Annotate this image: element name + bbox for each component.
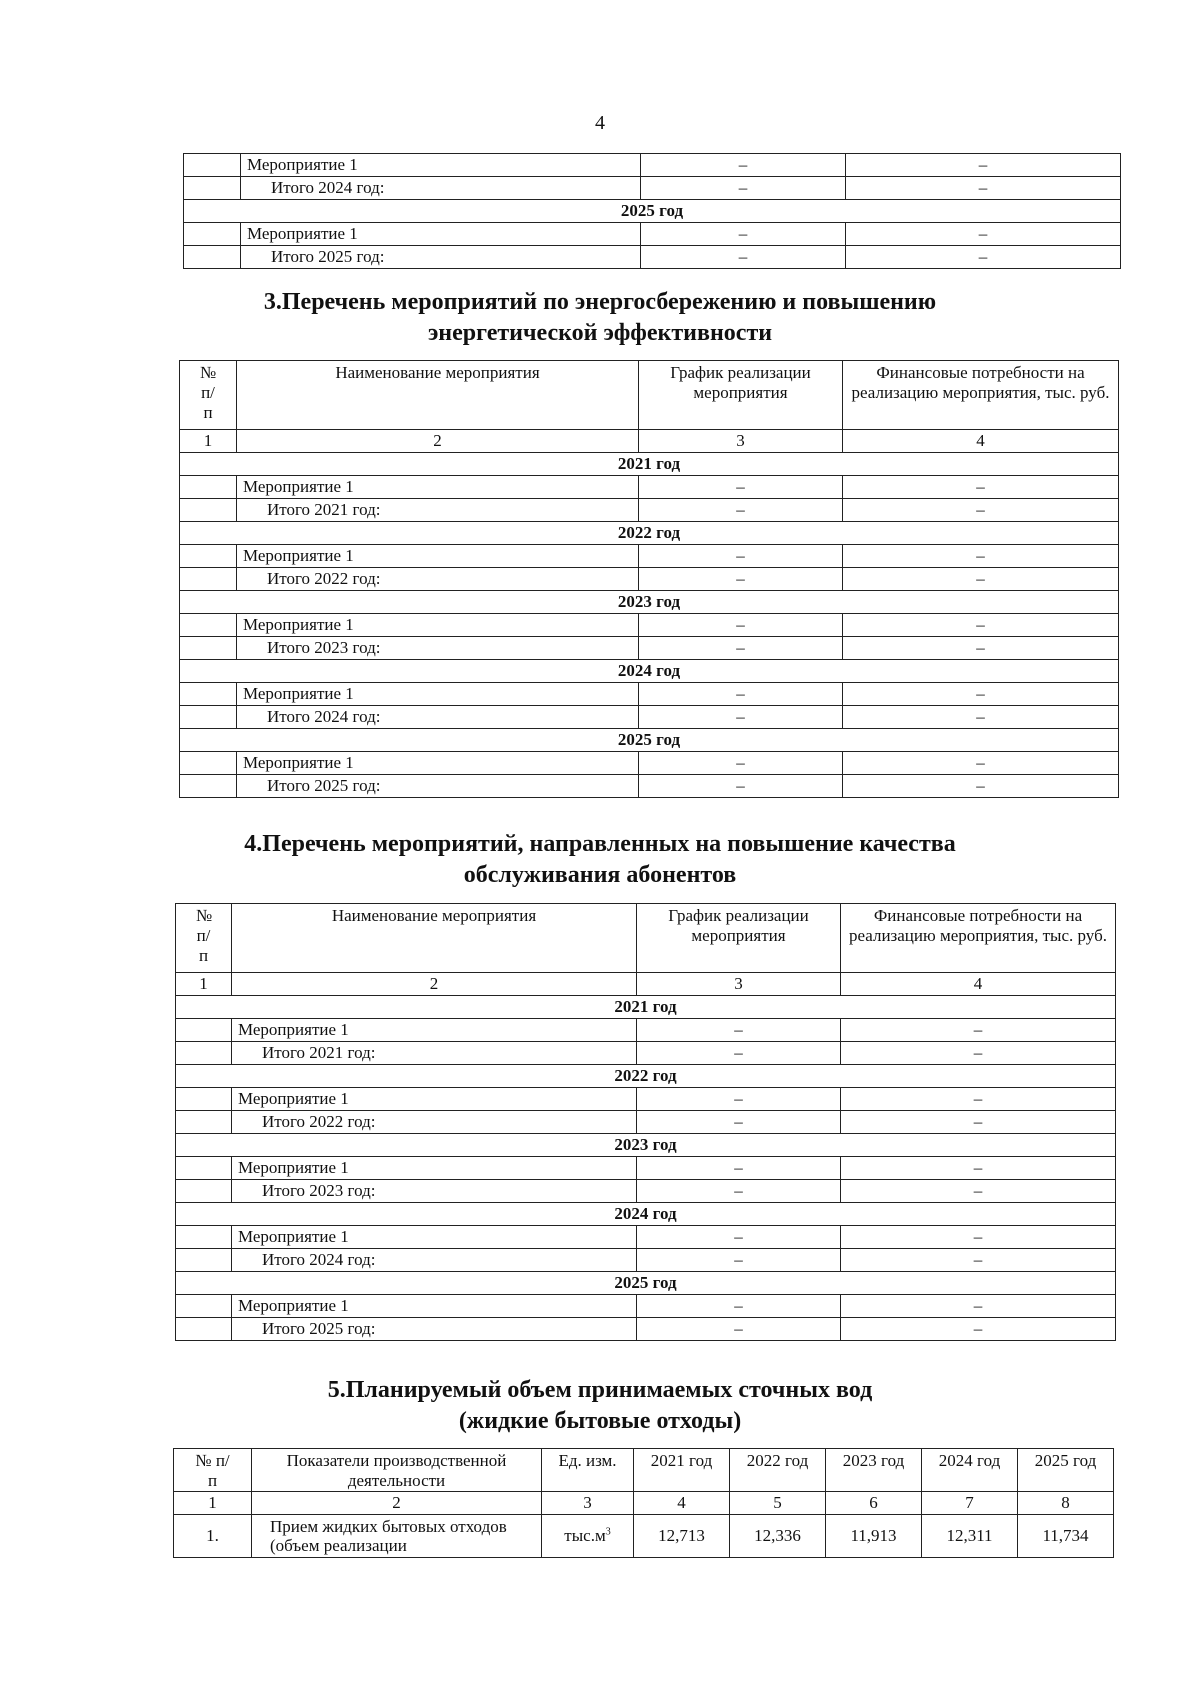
num-cell — [180, 568, 237, 591]
num-cell — [180, 614, 237, 637]
year-label: 2025 год — [184, 200, 1121, 223]
total-label: Итого 2022 год: — [237, 568, 639, 591]
value-2024: 12,311 — [922, 1515, 1018, 1558]
col-number: 1 — [174, 1492, 252, 1515]
value-2025: 11,734 — [1018, 1515, 1114, 1558]
total-label: Итого 2025 год: — [232, 1318, 637, 1341]
col-number: 4 — [843, 430, 1119, 453]
section4-title-line2: обслуживания абонентов — [463, 862, 737, 888]
header-num: № п/п — [174, 1449, 252, 1492]
header-num: № п/п — [176, 904, 232, 973]
num-cell — [176, 1111, 232, 1134]
finance-cell: – — [841, 1180, 1116, 1203]
table-row — [174, 1515, 1114, 1558]
header-indicator: Показатели производственной деятельности — [252, 1449, 542, 1492]
year-row — [176, 1272, 1116, 1295]
num-cell — [176, 1226, 232, 1249]
schedule-cell: – — [639, 499, 843, 522]
header-schedule: График реализации мероприятия — [637, 904, 841, 973]
schedule-cell: – — [641, 177, 846, 200]
finance-cell: – — [841, 1226, 1116, 1249]
section5-title-line2: (жидкие бытовые отходы) — [458, 1408, 742, 1434]
header-row — [176, 904, 1116, 973]
col-number: 1 — [180, 430, 237, 453]
year-label: 2022 год — [180, 522, 1119, 545]
year-label: 2023 год — [176, 1134, 1116, 1157]
section4-year-groups — [176, 996, 1116, 1341]
schedule-cell: – — [637, 1226, 841, 1249]
schedule-cell: – — [639, 775, 843, 798]
num-cell — [180, 499, 237, 522]
event-name: Мероприятие 1 — [237, 752, 639, 775]
table-row — [180, 637, 1119, 660]
finance-cell: – — [843, 706, 1119, 729]
table-row — [184, 223, 1121, 246]
schedule-cell: – — [637, 1111, 841, 1134]
num-cell — [176, 1088, 232, 1111]
table-row — [180, 499, 1119, 522]
num-cell — [176, 1157, 232, 1180]
table-row — [176, 1111, 1116, 1134]
header-finance: Финансовые потребности на реализацию мероприятия, тыс. руб. — [841, 904, 1116, 973]
finance-cell: – — [843, 499, 1119, 522]
year-row — [176, 996, 1116, 1019]
total-label: Итого 2025 год: — [241, 246, 641, 269]
section4-title — [0, 829, 1200, 891]
event-name: Мероприятие 1 — [232, 1088, 637, 1111]
col-number: 6 — [826, 1492, 922, 1515]
event-name: Мероприятие 1 — [241, 223, 641, 246]
finance-cell: – — [843, 614, 1119, 637]
table-row — [176, 1019, 1116, 1042]
table-row — [184, 246, 1121, 269]
row-number: 1. — [174, 1515, 252, 1558]
header-name: Наименование мероприятия — [232, 904, 637, 973]
table-row — [176, 1157, 1116, 1180]
page-number: 4 — [595, 112, 605, 134]
value-2021: 12,713 — [634, 1515, 730, 1558]
num-cell — [184, 246, 241, 269]
header-row — [174, 1449, 1114, 1492]
num-cell — [180, 683, 237, 706]
total-label: Итого 2022 год: — [232, 1111, 637, 1134]
table-row — [180, 752, 1119, 775]
table-row — [176, 1088, 1116, 1111]
year-label: 2025 год — [180, 729, 1119, 752]
schedule-cell: – — [637, 1088, 841, 1111]
finance-cell: – — [843, 545, 1119, 568]
col-number: 7 — [922, 1492, 1018, 1515]
schedule-cell: – — [637, 1295, 841, 1318]
table-row — [180, 476, 1119, 499]
finance-cell: – — [841, 1157, 1116, 1180]
col-number: 3 — [639, 430, 843, 453]
num-cell — [180, 476, 237, 499]
year-label: 2021 год — [180, 453, 1119, 476]
num-cell — [184, 154, 241, 177]
header-name: Наименование мероприятия — [237, 361, 639, 430]
section4-table — [175, 903, 1116, 1341]
year-row — [176, 1065, 1116, 1088]
section3-year-groups — [180, 453, 1119, 798]
continuation-table — [183, 153, 1121, 269]
year-label: 2025 год — [176, 1272, 1116, 1295]
value-2022: 12,336 — [730, 1515, 826, 1558]
finance-cell: – — [841, 1111, 1116, 1134]
header-schedule: График реализации мероприятия — [639, 361, 843, 430]
table-row — [184, 154, 1121, 177]
column-numbers-row — [176, 973, 1116, 996]
year-label: 2022 год — [176, 1065, 1116, 1088]
table-row — [176, 1318, 1116, 1341]
total-label: Итого 2024 год: — [232, 1249, 637, 1272]
event-name: Мероприятие 1 — [237, 545, 639, 568]
section4-title-line1: 4.Перечень мероприятий, направленных на повышение качества — [244, 831, 956, 857]
num-cell — [176, 1019, 232, 1042]
column-numbers-row — [180, 430, 1119, 453]
schedule-cell: – — [639, 614, 843, 637]
table-row — [184, 177, 1121, 200]
indicator-name: Прием жидких бытовых отходов (объем реализации — [252, 1515, 542, 1558]
finance-cell: – — [846, 246, 1121, 269]
schedule-cell: – — [641, 154, 846, 177]
num-cell — [180, 706, 237, 729]
section3-title-line2: энергетической эффективности — [427, 320, 773, 346]
finance-cell: – — [841, 1318, 1116, 1341]
header-year-2024: 2024 год — [922, 1449, 1018, 1492]
header-finance: Финансовые потребности на реализацию мероприятия, тыс. руб. — [843, 361, 1119, 430]
year-row — [180, 660, 1119, 683]
num-cell — [180, 775, 237, 798]
header-unit: Ед. изм. — [542, 1449, 634, 1492]
num-cell — [176, 1295, 232, 1318]
schedule-cell: – — [637, 1042, 841, 1065]
table-row — [176, 1249, 1116, 1272]
table-row — [180, 545, 1119, 568]
finance-cell: – — [843, 637, 1119, 660]
num-cell — [180, 752, 237, 775]
total-label: Итого 2024 год: — [241, 177, 641, 200]
event-name: Мероприятие 1 — [232, 1295, 637, 1318]
unit-base: тыс.м — [564, 1526, 606, 1545]
col-number: 4 — [634, 1492, 730, 1515]
num-cell — [184, 223, 241, 246]
event-name: Мероприятие 1 — [232, 1157, 637, 1180]
year-label: 2023 год — [180, 591, 1119, 614]
schedule-cell: – — [637, 1157, 841, 1180]
finance-cell: – — [843, 683, 1119, 706]
event-name: Мероприятие 1 — [237, 683, 639, 706]
col-number: 2 — [237, 430, 639, 453]
col-number: 8 — [1018, 1492, 1114, 1515]
table-row — [176, 1042, 1116, 1065]
year-label: 2024 год — [176, 1203, 1116, 1226]
section3-title — [0, 287, 1200, 349]
table-row — [180, 775, 1119, 798]
section5-title-line1: 5.Планируемый объем принимаемых сточных вод — [327, 1377, 873, 1403]
value-2023: 11,913 — [826, 1515, 922, 1558]
event-name: Мероприятие 1 — [237, 614, 639, 637]
year-row — [180, 453, 1119, 476]
header-year-2023: 2023 год — [826, 1449, 922, 1492]
finance-cell: – — [841, 1088, 1116, 1111]
total-label: Итого 2023 год: — [237, 637, 639, 660]
event-name: Мероприятие 1 — [241, 154, 641, 177]
finance-cell: – — [843, 775, 1119, 798]
header-num: № п/п — [180, 361, 237, 430]
year-label: 2021 год — [176, 996, 1116, 1019]
unit-superscript: 3 — [605, 1526, 611, 1538]
table-row — [180, 568, 1119, 591]
year-row — [180, 522, 1119, 545]
schedule-cell: – — [639, 568, 843, 591]
finance-cell: – — [841, 1295, 1116, 1318]
schedule-cell: – — [641, 223, 846, 246]
table-row — [176, 1295, 1116, 1318]
unit-cell — [542, 1515, 634, 1558]
col-number: 2 — [232, 973, 637, 996]
num-cell — [176, 1249, 232, 1272]
finance-cell: – — [841, 1249, 1116, 1272]
schedule-cell: – — [637, 1249, 841, 1272]
schedule-cell: – — [637, 1180, 841, 1203]
schedule-cell: – — [639, 476, 843, 499]
finance-cell: – — [841, 1019, 1116, 1042]
column-numbers-row — [174, 1492, 1114, 1515]
col-number: 3 — [637, 973, 841, 996]
year-row — [176, 1203, 1116, 1226]
header-row — [180, 361, 1119, 430]
event-name: Мероприятие 1 — [232, 1226, 637, 1249]
col-number: 3 — [542, 1492, 634, 1515]
total-label: Итого 2021 год: — [232, 1042, 637, 1065]
num-cell — [184, 177, 241, 200]
table-row — [176, 1226, 1116, 1249]
header-year-2022: 2022 год — [730, 1449, 826, 1492]
col-number: 4 — [841, 973, 1116, 996]
finance-cell: – — [846, 223, 1121, 246]
year-row — [180, 591, 1119, 614]
total-label: Итого 2021 год: — [237, 499, 639, 522]
col-number: 2 — [252, 1492, 542, 1515]
event-name: Мероприятие 1 — [237, 476, 639, 499]
schedule-cell: – — [639, 545, 843, 568]
event-name: Мероприятие 1 — [232, 1019, 637, 1042]
section5-title — [0, 1375, 1200, 1437]
col-number: 5 — [730, 1492, 826, 1515]
num-cell — [176, 1042, 232, 1065]
schedule-cell: – — [637, 1019, 841, 1042]
table-row — [180, 706, 1119, 729]
num-cell — [176, 1180, 232, 1203]
year-row — [184, 200, 1121, 223]
finance-cell: – — [841, 1042, 1116, 1065]
finance-cell: – — [846, 177, 1121, 200]
num-cell — [176, 1318, 232, 1341]
schedule-cell: – — [639, 752, 843, 775]
section3-title-line1: 3.Перечень мероприятий по энергосбережению и повышению — [263, 289, 937, 315]
total-label: Итого 2025 год: — [237, 775, 639, 798]
table-row — [180, 683, 1119, 706]
schedule-cell: – — [637, 1318, 841, 1341]
year-label: 2024 год — [180, 660, 1119, 683]
total-label: Итого 2023 год: — [232, 1180, 637, 1203]
num-cell — [180, 545, 237, 568]
schedule-cell: – — [639, 706, 843, 729]
col-number: 1 — [176, 973, 232, 996]
year-row — [176, 1134, 1116, 1157]
finance-cell: – — [843, 752, 1119, 775]
table-row — [176, 1180, 1116, 1203]
finance-cell: – — [843, 568, 1119, 591]
schedule-cell: – — [639, 637, 843, 660]
section5-table — [173, 1448, 1114, 1558]
schedule-cell: – — [641, 246, 846, 269]
section3-table — [179, 360, 1119, 798]
total-label: Итого 2024 год: — [237, 706, 639, 729]
finance-cell: – — [846, 154, 1121, 177]
schedule-cell: – — [639, 683, 843, 706]
table-row — [180, 614, 1119, 637]
num-cell — [180, 637, 237, 660]
header-year-2025: 2025 год — [1018, 1449, 1114, 1492]
year-row — [180, 729, 1119, 752]
finance-cell: – — [843, 476, 1119, 499]
header-year-2021: 2021 год — [634, 1449, 730, 1492]
